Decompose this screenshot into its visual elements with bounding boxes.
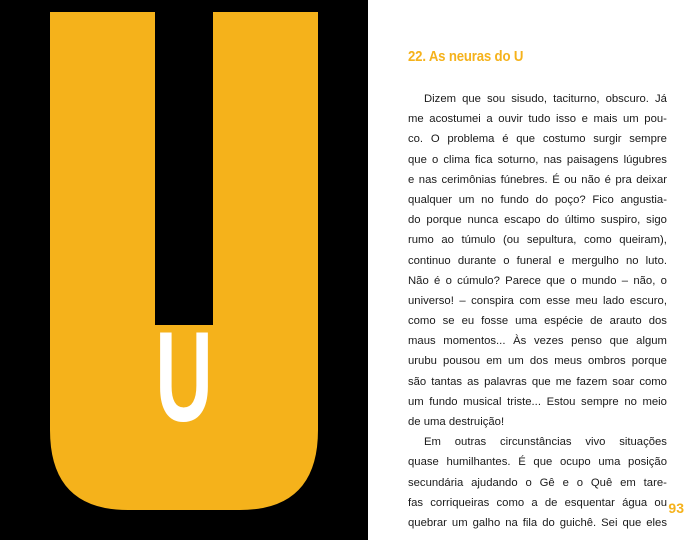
text-line: secundária ajudando o Gê e o Quê em tare- (408, 476, 667, 489)
text-line: e nas cerimônias fúnebres. É ou não é pra deixar (408, 173, 667, 186)
body-text (408, 89, 667, 533)
text-line: qualquer um no fundo do poço? Fico angustia- (408, 193, 667, 206)
text-line: quase humilhantes. É que ocupo uma posição (408, 456, 667, 469)
right-page-text (368, 0, 698, 540)
text-line: Em outras circunstâncias vivo situações (424, 436, 667, 449)
text-line: fas corriqueiras como a de esquentar água ou (408, 496, 667, 509)
text-line: maus momentos... Às vezes penso que algum (408, 335, 667, 348)
page-number: 93 (668, 500, 684, 516)
text-line: universo! – conspira com esse meu lado escuro, (408, 294, 667, 307)
text-line: Dizem que sou sisudo, taciturno, obscuro. Já (424, 93, 667, 105)
text-line: que o clima fica soturno, nas paisagens lúgubres (408, 153, 667, 166)
text-line: de uma destruição! (408, 416, 505, 428)
text-line: me acostumei a ouvir tudo isso e mais um pou- (408, 113, 667, 126)
text-line: co. O problema é que costumo surgir sempre (408, 133, 667, 146)
chapter-title: 22. As neuras do U (408, 48, 524, 65)
text-line: quebrar um galho na fila do guichê. Sei que eles (408, 516, 667, 529)
text-line: urubu pousou em um dos meus ombros porque (408, 355, 667, 368)
small-letter-u: U (155, 305, 213, 449)
text-line: um fundo musical triste... Estou sempre no meio (408, 395, 667, 408)
text-line: como se eu fosse uma espécie de arauto dos (408, 315, 667, 328)
text-line: rumo ao túmulo (ou sepultura, como queiram), (408, 234, 667, 247)
text-line: continuo durante o funeral e mergulho no luto. (408, 254, 667, 267)
text-line: Não é o cúmulo? Parece que o mundo – não, o (408, 274, 667, 287)
text-line: são tantas as palavras que me fazem soar como (408, 375, 667, 388)
text-line: do porque nunca escapo do último suspiro, sigo (408, 214, 667, 227)
